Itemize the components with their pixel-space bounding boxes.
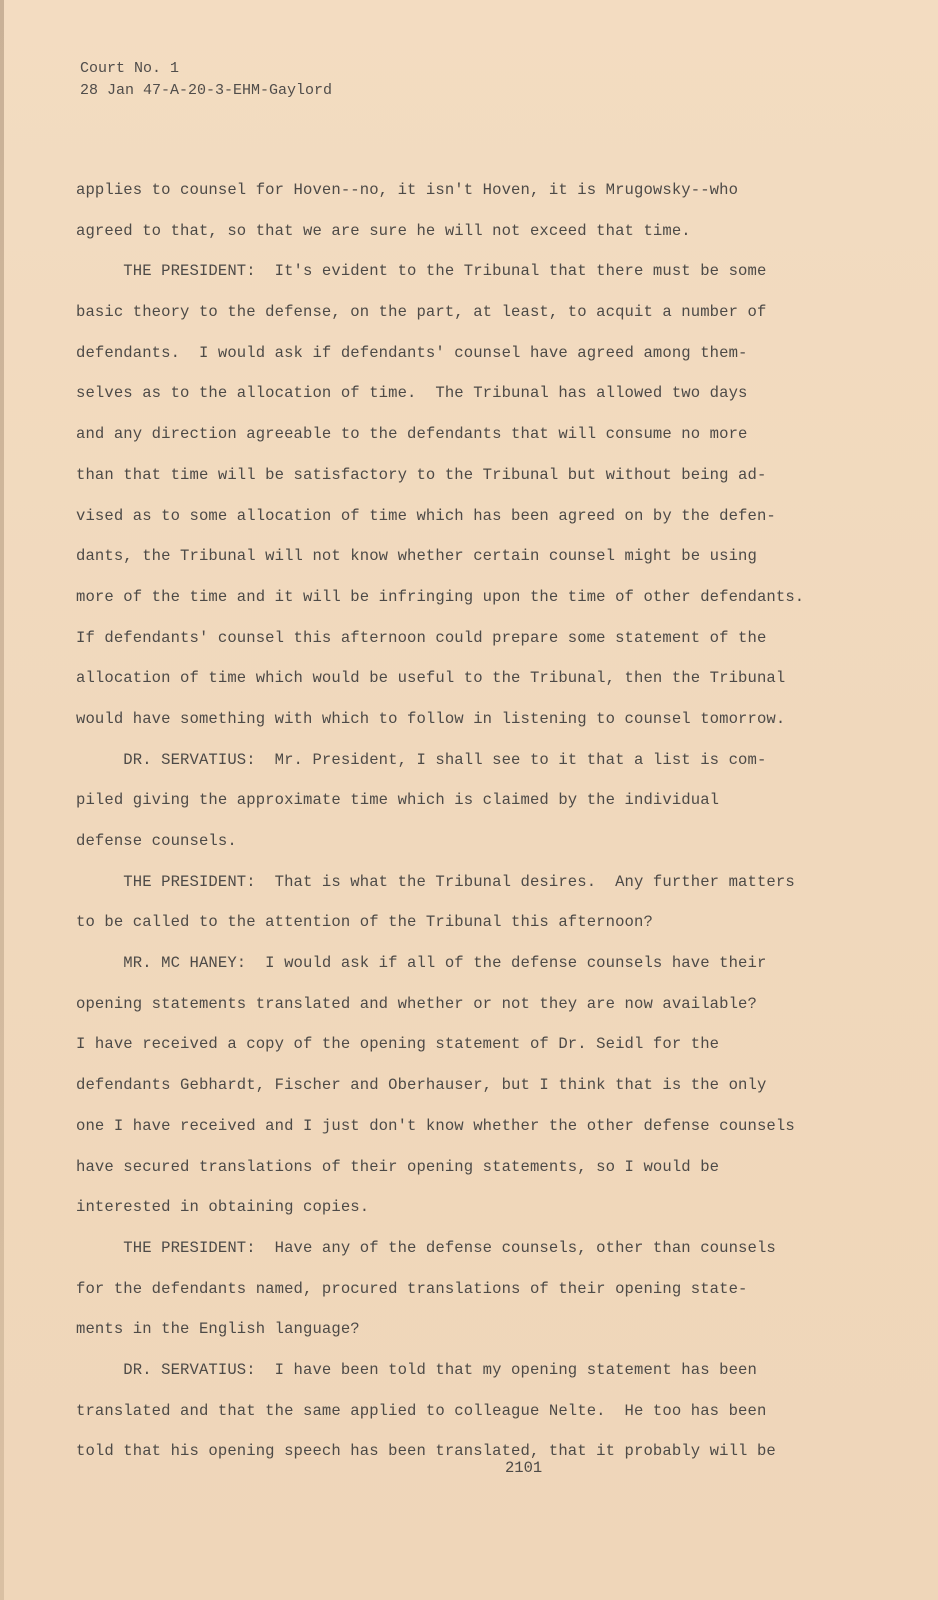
text-line: for the defendants named, procured translations of their opening state- bbox=[76, 1279, 748, 1298]
text-line: THE PRESIDENT: That is what the Tribunal desires. Any further matters bbox=[76, 872, 795, 891]
document-header bbox=[80, 58, 332, 102]
text-line: defendants. I would ask if defendants' counsel have agreed among them- bbox=[76, 343, 748, 362]
text-line: would have something with which to follow in listening to counsel tomorrow. bbox=[76, 709, 786, 728]
text-line: to be called to the attention of the Tribunal this afternoon? bbox=[76, 913, 653, 932]
text-line: If defendants' counsel this afternoon could prepare some statement of the bbox=[76, 628, 767, 647]
text-line: agreed to that, so that we are sure he will not exceed that time. bbox=[76, 221, 691, 240]
text-line: applies to counsel for Hoven--no, it isn't Hoven, it is Mrugowsky--who bbox=[76, 181, 739, 199]
text-line: one I have received and I just don't know whether the other defense counsels bbox=[76, 1116, 795, 1135]
text-line: and any direction agreeable to the defendants that will consume no more bbox=[76, 425, 748, 444]
page-number: 2101 bbox=[505, 1459, 543, 1477]
text-line: THE PRESIDENT: Have any of the defense counsels, other than counsels bbox=[76, 1238, 776, 1257]
text-line: I have received a copy of the opening statement of Dr. Seidl for the bbox=[76, 1035, 720, 1054]
transcript-reference: 28 Jan 47-A-20-3-EHM-Gaylord bbox=[80, 82, 333, 99]
text-line: DR. SERVATIUS: I have been told that my opening statement has been bbox=[76, 1360, 757, 1379]
text-line: defense counsels. bbox=[76, 832, 237, 850]
text-line: interested in obtaining copies. bbox=[76, 1198, 370, 1217]
text-line: THE PRESIDENT: It's evident to the Tribunal that there must be some bbox=[76, 262, 767, 281]
page-edge bbox=[0, 0, 4, 1600]
transcript-body bbox=[76, 179, 896, 1481]
court-number: Court No. 1 bbox=[80, 60, 180, 77]
text-line: than that time will be satisfactory to the Tribunal but without being ad- bbox=[76, 465, 767, 484]
text-line: MR. MC HANEY: I would ask if all of the defense counsels have their bbox=[76, 954, 767, 973]
text-line: defendants Gebhardt, Fischer and Oberhauser, but I think that is the only bbox=[76, 1076, 767, 1095]
text-line: dants, the Tribunal will not know whether certain counsel might be using bbox=[76, 547, 757, 566]
text-line: allocation of time which would be useful to the Tribunal, then the Tribunal bbox=[76, 669, 786, 688]
text-line: vised as to some allocation of time which has been agreed on by the defen- bbox=[76, 506, 776, 525]
text-line: opening statements translated and whether or not they are now available? bbox=[76, 994, 757, 1013]
text-line: have secured translations of their opening statements, so I would be bbox=[76, 1157, 720, 1176]
text-line: selves as to the allocation of time. The Tribunal has allowed two days bbox=[76, 384, 748, 403]
text-line: ments in the English language? bbox=[76, 1320, 360, 1339]
text-line: translated and that the same applied to colleague Nelte. He too has been bbox=[76, 1401, 767, 1420]
text-line: told that his opening speech has been translated, that it probably will be bbox=[76, 1442, 776, 1461]
text-line: basic theory to the defense, on the part, at least, to acquit a number of bbox=[76, 303, 767, 322]
text-line: DR. SERVATIUS: Mr. President, I shall see to it that a list is com- bbox=[76, 750, 767, 769]
text-line: piled giving the approximate time which is claimed by the individual bbox=[76, 791, 720, 810]
text-line: more of the time and it will be infringing upon the time of other defendants. bbox=[76, 587, 805, 606]
